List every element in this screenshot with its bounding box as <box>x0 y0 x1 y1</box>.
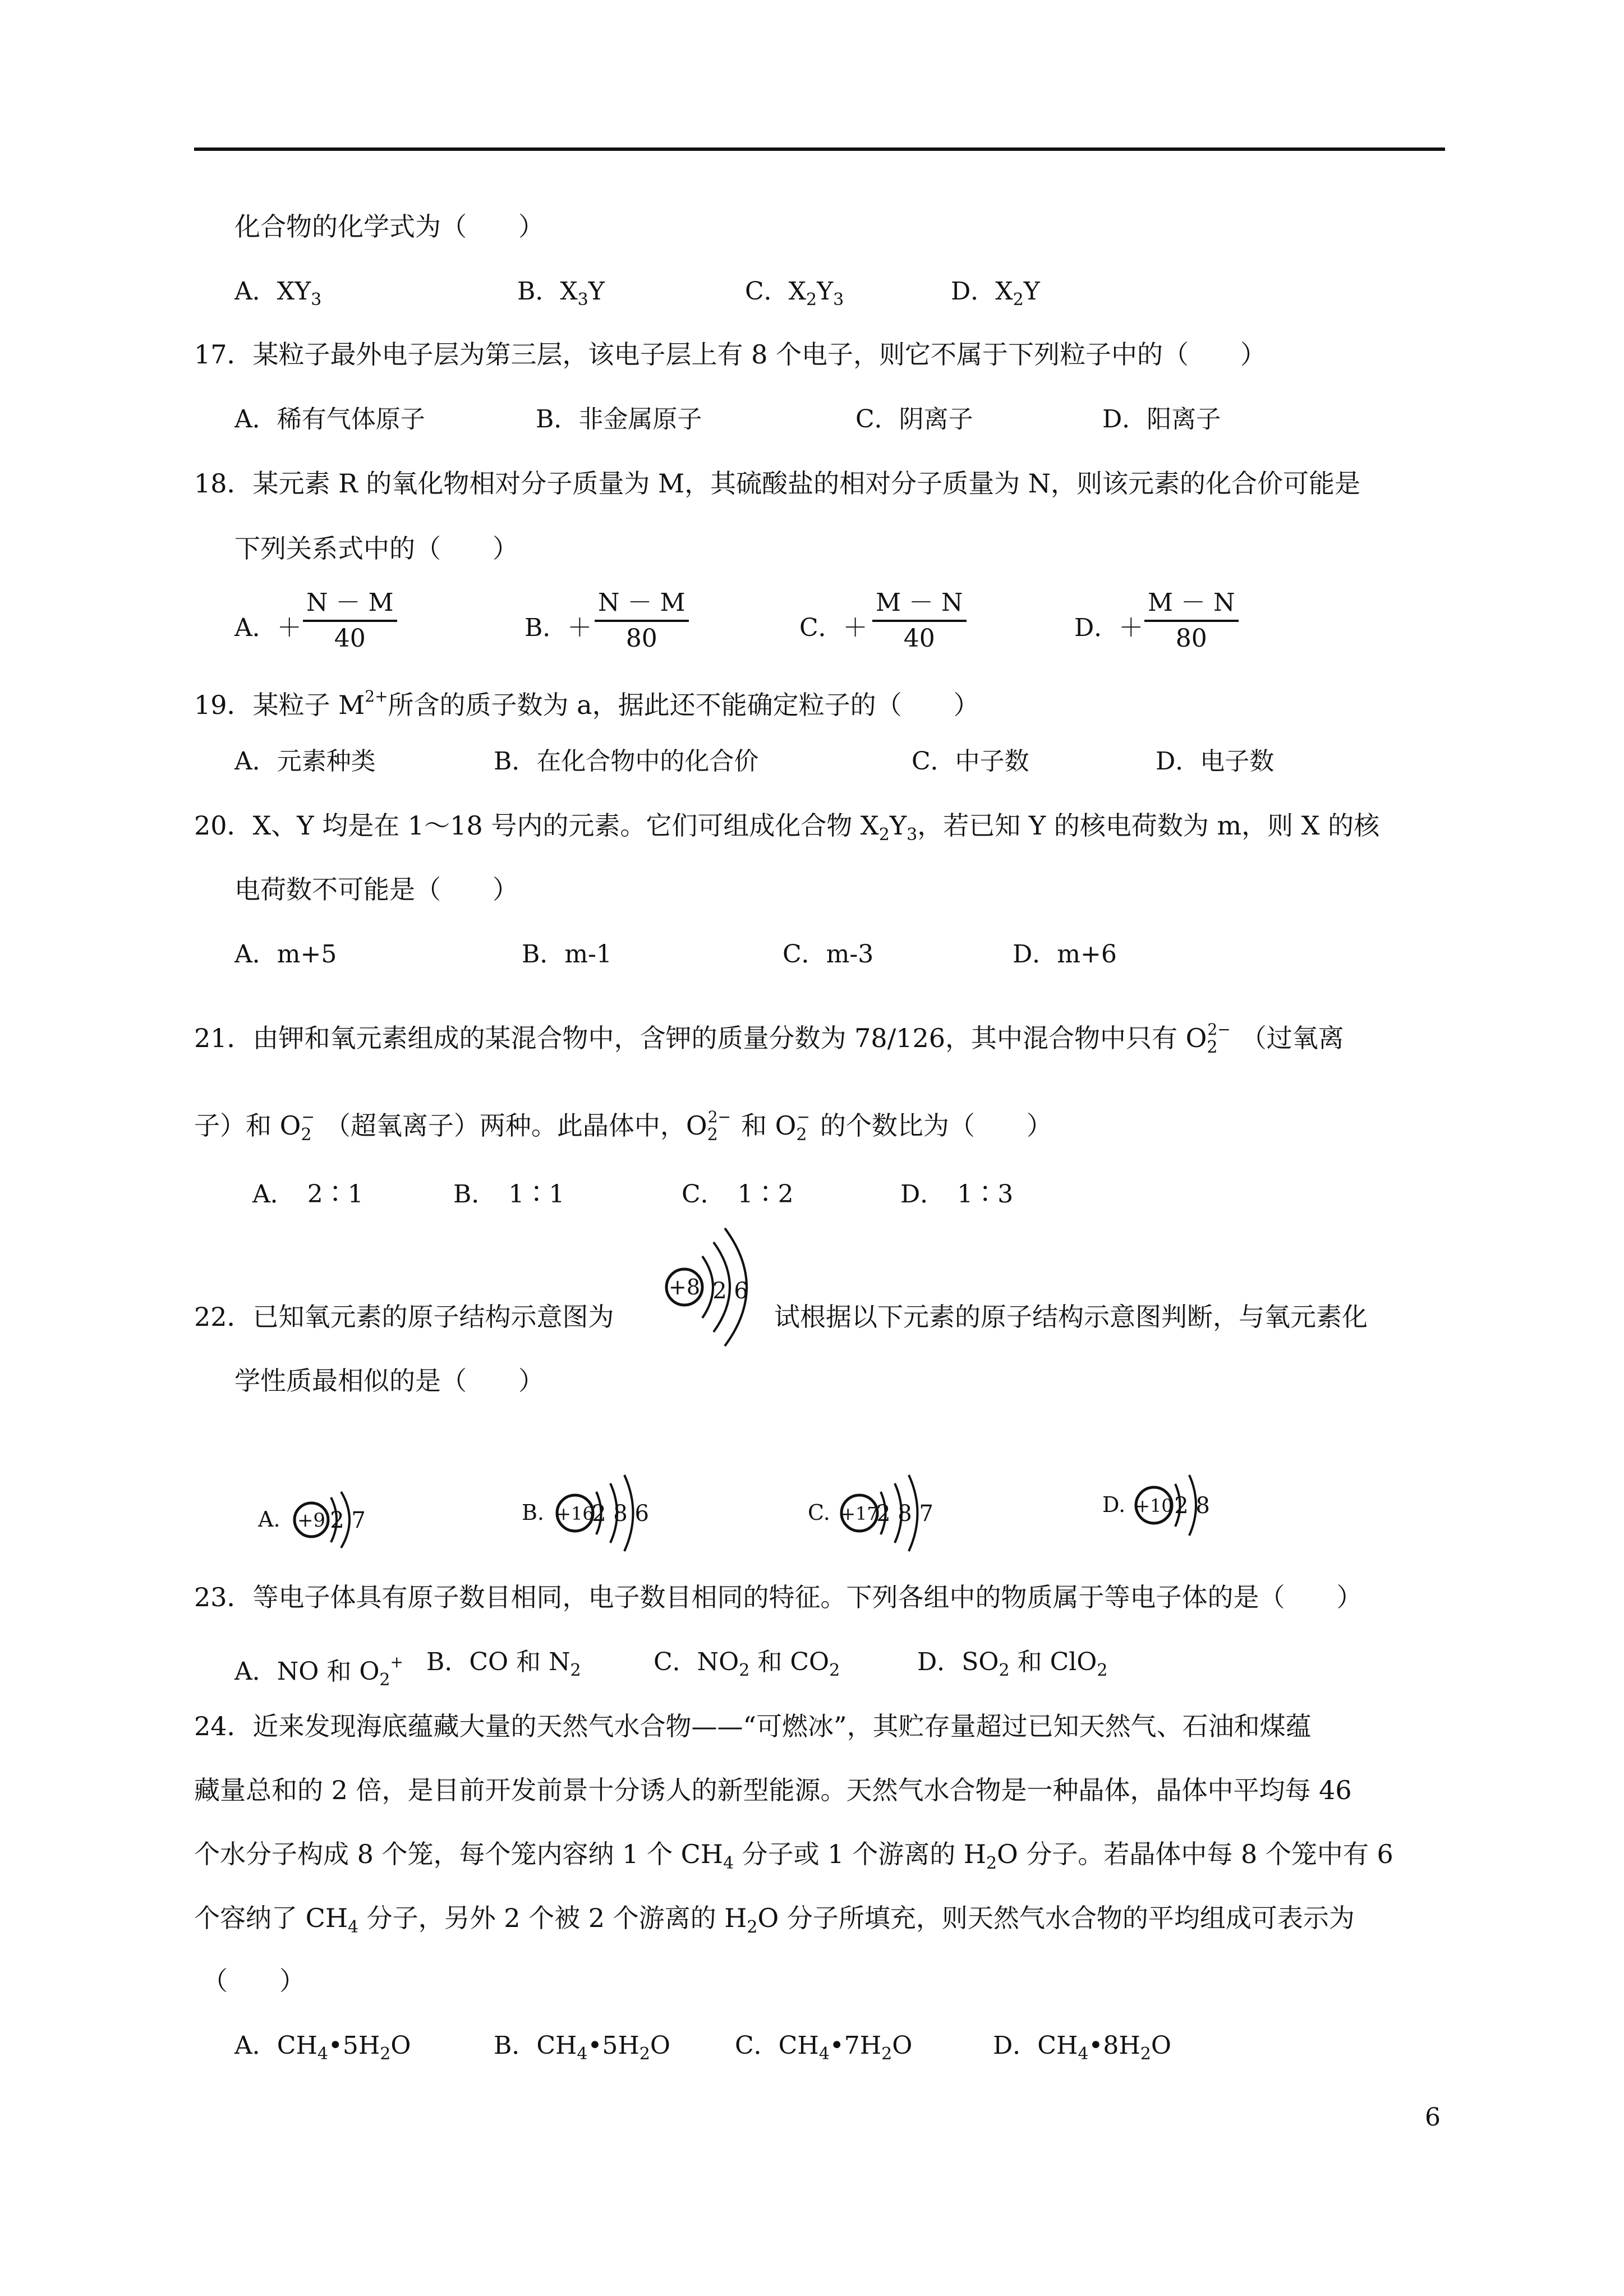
q16-option-c: C．$X_2Y_3$ <box>745 277 844 310</box>
q24-line3: 个水分子构成 8 个笼，每个笼内容纳 1 个 $CH_4$ 分子或 1 个游离的 $H_2O$ 分子。若晶体中每 8 个笼中有 6 <box>194 1839 1393 1873</box>
svg-text:D.: D. <box>1102 1492 1126 1517</box>
q22-option-b-diagram <box>522 1469 690 1553</box>
q17-option-c: C．阴离子 <box>855 405 973 434</box>
q16-option-b: B．$X_3Y$ <box>517 277 605 310</box>
q24-line5: （ ） <box>202 1966 305 1996</box>
q24-option-b: B．$CH_4•5H_2O$ <box>494 2031 670 2064</box>
svg-text:A.: A. <box>258 1507 280 1532</box>
q20-stem-line1: 20．X、Y 均是在 1～18 号内的元素。它们可组成化合物 $X_2Y_3$，若已知 Y 的核电荷数为 m，则 X 的核 <box>194 810 1380 845</box>
q21-stem-line1: 21．由钾和氧元素组成的某混合物中，含钾的质量分数为 78/126，其中混合物中只有 $O_2^{2-}$ （过氧离 <box>194 1013 1344 1064</box>
svg-text:2 8 6: 2 8 6 <box>592 1501 649 1527</box>
q21-stem-line2: 子）和 $O_2^-$ （超氧离子）两种。此晶体中，$O_2^{2-}$ 和 $O_2^-$ 的个数比为（ ） <box>194 1100 1052 1152</box>
peroxide-ion-2: $_2^{2-}$ <box>707 1108 731 1145</box>
svg-text:+17: +17 <box>840 1503 878 1524</box>
q18-option-c-fraction: M － N 40 <box>872 586 967 656</box>
oxygen-atom-diagram <box>662 1223 769 1352</box>
q22-stem-line2: 学性质最相似的是（ ） <box>234 1366 544 1396</box>
page-number: 6 <box>1425 2103 1441 2132</box>
q16-stem: 化合物的化学式为（ ） <box>234 211 544 242</box>
q23-option-b: B．CO 和 $N_2$ <box>426 1648 581 1680</box>
q19-stem: 19．某粒子 $M^{2+}$所含的质子数为 a，据此还不能确定粒子的（ ） <box>194 687 979 720</box>
q23-stem: 23．等电子体具有原子数目相同，电子数目相同的特征。下列各组中的物质属于等电子体的是（ ） <box>194 1582 1363 1612</box>
q20-option-d: D．m+6 <box>1013 940 1117 969</box>
svg-text:+9: +9 <box>297 1509 326 1532</box>
q16-option-a: A．$XY_3$ <box>234 277 322 310</box>
svg-text:B.: B. <box>522 1500 545 1525</box>
q19-option-a: A．元素种类 <box>234 747 376 776</box>
q22-option-c-diagram <box>808 1469 976 1553</box>
q22-stem-post: 试根据以下元素的原子结构示意图判断，与氧元素化 <box>774 1302 1368 1332</box>
q23-option-a: A．NO 和 $O_2^+$ <box>234 1653 403 1690</box>
q18-option-b-fraction: N － M 80 <box>595 586 689 656</box>
q20-option-c: C．m-3 <box>783 940 874 969</box>
q24-option-a: A．$CH_4•5H_2O$ <box>234 2031 411 2064</box>
q17-option-d: D．阳离子 <box>1102 405 1221 434</box>
q18-option-b-prefix: B．＋ <box>525 614 592 642</box>
q24-line2: 藏量总和的 2 倍，是目前开发前景十分诱人的新型能源。天然气水合物是一种晶体，晶体中平均每 46 <box>194 1775 1352 1805</box>
q17-option-b: B．非金属原子 <box>536 405 702 434</box>
svg-text:C.: C. <box>808 1500 830 1525</box>
superoxide-ion-2: $_2$− <box>796 1108 810 1145</box>
q18-option-a-fraction: N － M 40 <box>303 586 397 656</box>
q22-stem-pre: 22．已知氧元素的原子结构示意图为 <box>194 1302 614 1332</box>
svg-text:+16: +16 <box>556 1503 594 1524</box>
header-rule <box>194 147 1445 151</box>
q21-option-c: C． 1∶2 <box>682 1180 794 1209</box>
q21-option-d: D． 1∶3 <box>900 1180 1014 1209</box>
q24-line4: 个容纳了 $CH_4$ 分子，另外 2 个被 2 个游离的 $H_2O$ 分子所填充，则天然气水合物的平均组成可表示为 <box>194 1903 1355 1937</box>
q18-stem-line1: 18．某元素 R 的氧化物相对分子质量为 M，其硫酸盐的相对分子质量为 N，则该元素的化合价可能是 <box>194 468 1361 499</box>
q23-option-d: D．$SO_2$ 和 ClO$_2$ <box>917 1648 1108 1680</box>
oxygen-nucleus-label: +8 <box>668 1275 701 1299</box>
q18-option-d-fraction: M － N 80 <box>1144 586 1239 656</box>
q19-option-c: C．中子数 <box>912 747 1029 776</box>
svg-text:2 7: 2 7 <box>330 1507 366 1533</box>
q24-option-d: D．$CH_4•8H_2O$ <box>993 2031 1171 2064</box>
q24-option-c: C．$CH_4•7H_2O$ <box>735 2031 913 2064</box>
q18-option-a-prefix: A．＋ <box>234 614 302 642</box>
q21-option-a: A． 2∶1 <box>252 1180 364 1209</box>
peroxide-ion: $_2^{2-}$ <box>1207 1020 1231 1057</box>
q18-stem-line2: 下列关系式中的（ ） <box>234 533 518 564</box>
q20-option-b: B．m-1 <box>522 940 612 969</box>
q17-stem: 17．某粒子最外电子层为第三层，该电子层上有 8 个电子，则它不属于下列粒子中的（ ） <box>194 339 1267 370</box>
q16-option-d: D．$X_2Y$ <box>951 277 1040 310</box>
oxygen-shells-label: 2 6 <box>712 1278 748 1304</box>
q19-option-d: D．电子数 <box>1156 747 1275 776</box>
q24-line1: 24．近来发现海底蕴藏大量的天然气水合物——“可燃冰”，其贮存量超过已知天然气、石油和煤蕴 <box>194 1711 1312 1741</box>
svg-text:2 8: 2 8 <box>1174 1493 1210 1519</box>
svg-text:2 8 7: 2 8 7 <box>876 1501 933 1527</box>
superoxide-ion: $_2$− <box>301 1108 315 1145</box>
q19-option-b: B．在化合物中的化合价 <box>494 747 759 776</box>
q21-option-b: B． 1∶1 <box>453 1180 565 1209</box>
q23-option-c: C．$NO_2$ 和 $CO_2$ <box>654 1648 840 1680</box>
q20-option-a: A．m+5 <box>234 940 337 969</box>
q18-option-c-prefix: C．＋ <box>799 614 868 642</box>
q20-stem-line2: 电荷数不可能是（ ） <box>234 874 518 905</box>
q18-option-d-prefix: D．＋ <box>1074 614 1144 642</box>
q22-option-d-diagram <box>1102 1464 1248 1548</box>
q17-option-a: A．稀有气体原子 <box>234 405 425 434</box>
svg-text:+10: +10 <box>1135 1495 1173 1516</box>
q22-option-a-diagram <box>258 1481 404 1553</box>
